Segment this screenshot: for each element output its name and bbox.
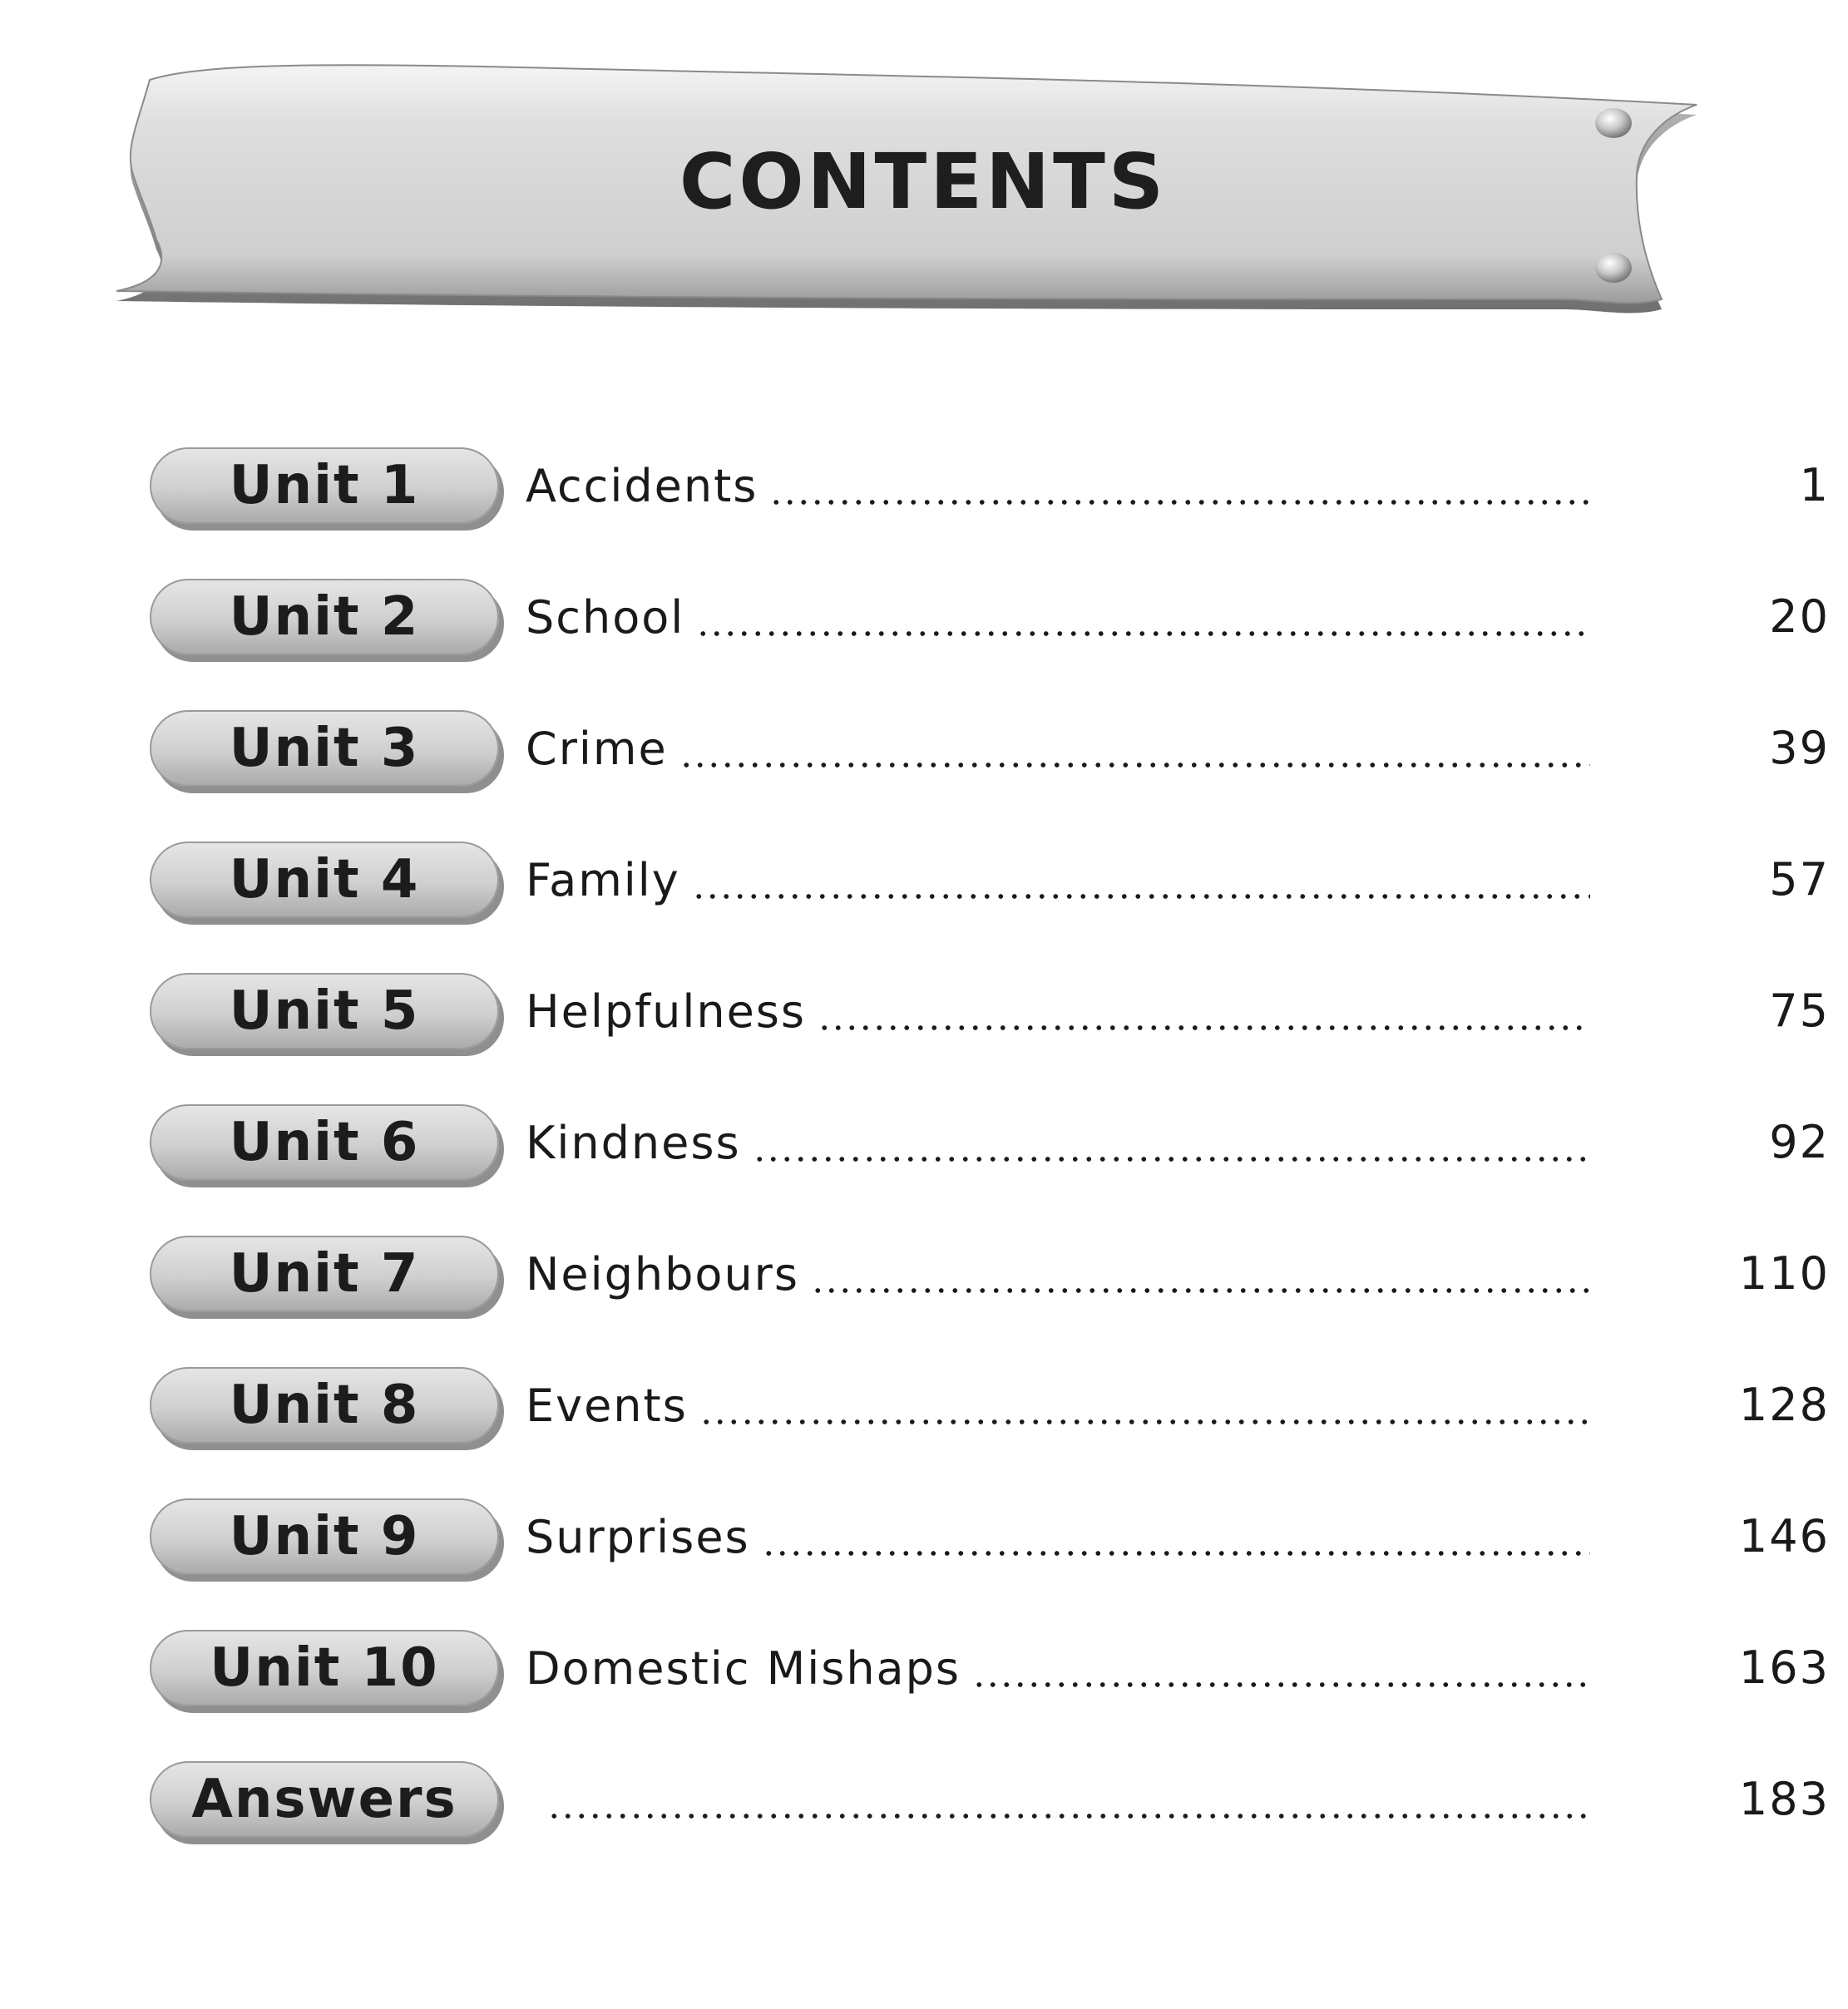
toc-row-unit-2[interactable] bbox=[150, 570, 1830, 702]
unit-badge bbox=[150, 579, 499, 655]
unit-badge bbox=[150, 447, 499, 524]
topic-title: Crime bbox=[526, 722, 668, 775]
entry-leader bbox=[526, 1761, 1590, 1838]
unit-badge bbox=[150, 1236, 499, 1312]
entry-leader bbox=[526, 1104, 1590, 1181]
unit-label: Unit 5 bbox=[229, 980, 420, 1042]
toc-row-unit-3[interactable] bbox=[150, 702, 1830, 833]
unit-label: Unit 7 bbox=[229, 1243, 420, 1305]
topic-title: Events bbox=[526, 1379, 688, 1432]
unit-label: Unit 2 bbox=[229, 586, 420, 648]
entry-leader bbox=[526, 1498, 1590, 1575]
topic-title: School bbox=[526, 590, 685, 644]
unit-label: Unit 4 bbox=[229, 849, 420, 911]
dot-leader bbox=[692, 894, 1590, 899]
unit-badge bbox=[150, 1104, 499, 1181]
dot-leader bbox=[818, 1025, 1590, 1030]
unit-label: Answers bbox=[191, 1769, 457, 1830]
unit-badge bbox=[150, 710, 499, 787]
unit-label: Unit 9 bbox=[229, 1506, 420, 1567]
toc-row-unit-8[interactable] bbox=[150, 1359, 1830, 1490]
dot-leader bbox=[769, 500, 1590, 505]
page-number: 128 bbox=[1738, 1379, 1830, 1431]
toc-row-unit-1[interactable] bbox=[150, 439, 1830, 570]
unit-label: Unit 8 bbox=[229, 1375, 420, 1436]
page-number: 39 bbox=[1769, 722, 1830, 774]
page-number: 1 bbox=[1799, 459, 1830, 511]
unit-badge bbox=[150, 1367, 499, 1444]
entry-leader bbox=[526, 1236, 1590, 1312]
contents-banner bbox=[116, 50, 1730, 324]
page-number: 57 bbox=[1769, 853, 1830, 906]
toc-row-unit-7[interactable] bbox=[150, 1227, 1830, 1359]
topic-title: Surprises bbox=[526, 1510, 750, 1563]
topic-title: Helpfulness bbox=[526, 985, 807, 1038]
toc-row-answers[interactable] bbox=[150, 1753, 1830, 1884]
page-number: 20 bbox=[1769, 590, 1830, 643]
rivet-bottom bbox=[1595, 253, 1632, 283]
entry-leader bbox=[526, 710, 1590, 787]
rivet-top bbox=[1595, 108, 1632, 138]
dot-leader bbox=[696, 631, 1590, 636]
entry-leader bbox=[526, 842, 1590, 918]
entry-leader bbox=[526, 973, 1590, 1049]
unit-badge bbox=[150, 1498, 499, 1575]
dot-leader bbox=[753, 1157, 1590, 1162]
table-of-contents bbox=[150, 439, 1830, 1884]
toc-row-unit-5[interactable] bbox=[150, 965, 1830, 1096]
page-number: 183 bbox=[1738, 1773, 1830, 1825]
topic-title: Family bbox=[526, 853, 680, 906]
dot-leader bbox=[811, 1288, 1590, 1293]
topic-title: Domestic Mishaps bbox=[526, 1641, 961, 1695]
page-number: 146 bbox=[1738, 1510, 1830, 1562]
page-title: CONTENTS bbox=[679, 137, 1168, 226]
page-number: 110 bbox=[1738, 1247, 1830, 1300]
unit-badge bbox=[150, 973, 499, 1049]
unit-label: Unit 10 bbox=[210, 1637, 439, 1699]
unit-label: Unit 6 bbox=[229, 1112, 420, 1173]
dot-leader bbox=[547, 1814, 1590, 1819]
toc-row-unit-6[interactable] bbox=[150, 1096, 1830, 1227]
dot-leader bbox=[762, 1551, 1590, 1556]
unit-badge bbox=[150, 1630, 499, 1706]
unit-badge bbox=[150, 842, 499, 918]
entry-leader bbox=[526, 1630, 1590, 1706]
dot-leader bbox=[699, 1419, 1590, 1424]
unit-label: Unit 1 bbox=[229, 455, 420, 516]
page-number: 75 bbox=[1769, 985, 1830, 1037]
toc-row-unit-4[interactable] bbox=[150, 833, 1830, 965]
dot-leader bbox=[972, 1682, 1590, 1687]
unit-badge bbox=[150, 1761, 499, 1838]
topic-title: Kindness bbox=[526, 1116, 741, 1169]
toc-row-unit-10[interactable] bbox=[150, 1622, 1830, 1753]
entry-leader bbox=[526, 447, 1590, 524]
toc-row-unit-9[interactable] bbox=[150, 1490, 1830, 1622]
unit-label: Unit 3 bbox=[229, 718, 420, 779]
entry-leader bbox=[526, 1367, 1590, 1444]
entry-leader bbox=[526, 579, 1590, 655]
page-number: 92 bbox=[1769, 1116, 1830, 1168]
topic-title: Neighbours bbox=[526, 1247, 799, 1301]
page-number: 163 bbox=[1738, 1641, 1830, 1694]
topic-title: Accidents bbox=[526, 459, 758, 512]
dot-leader bbox=[679, 763, 1590, 768]
